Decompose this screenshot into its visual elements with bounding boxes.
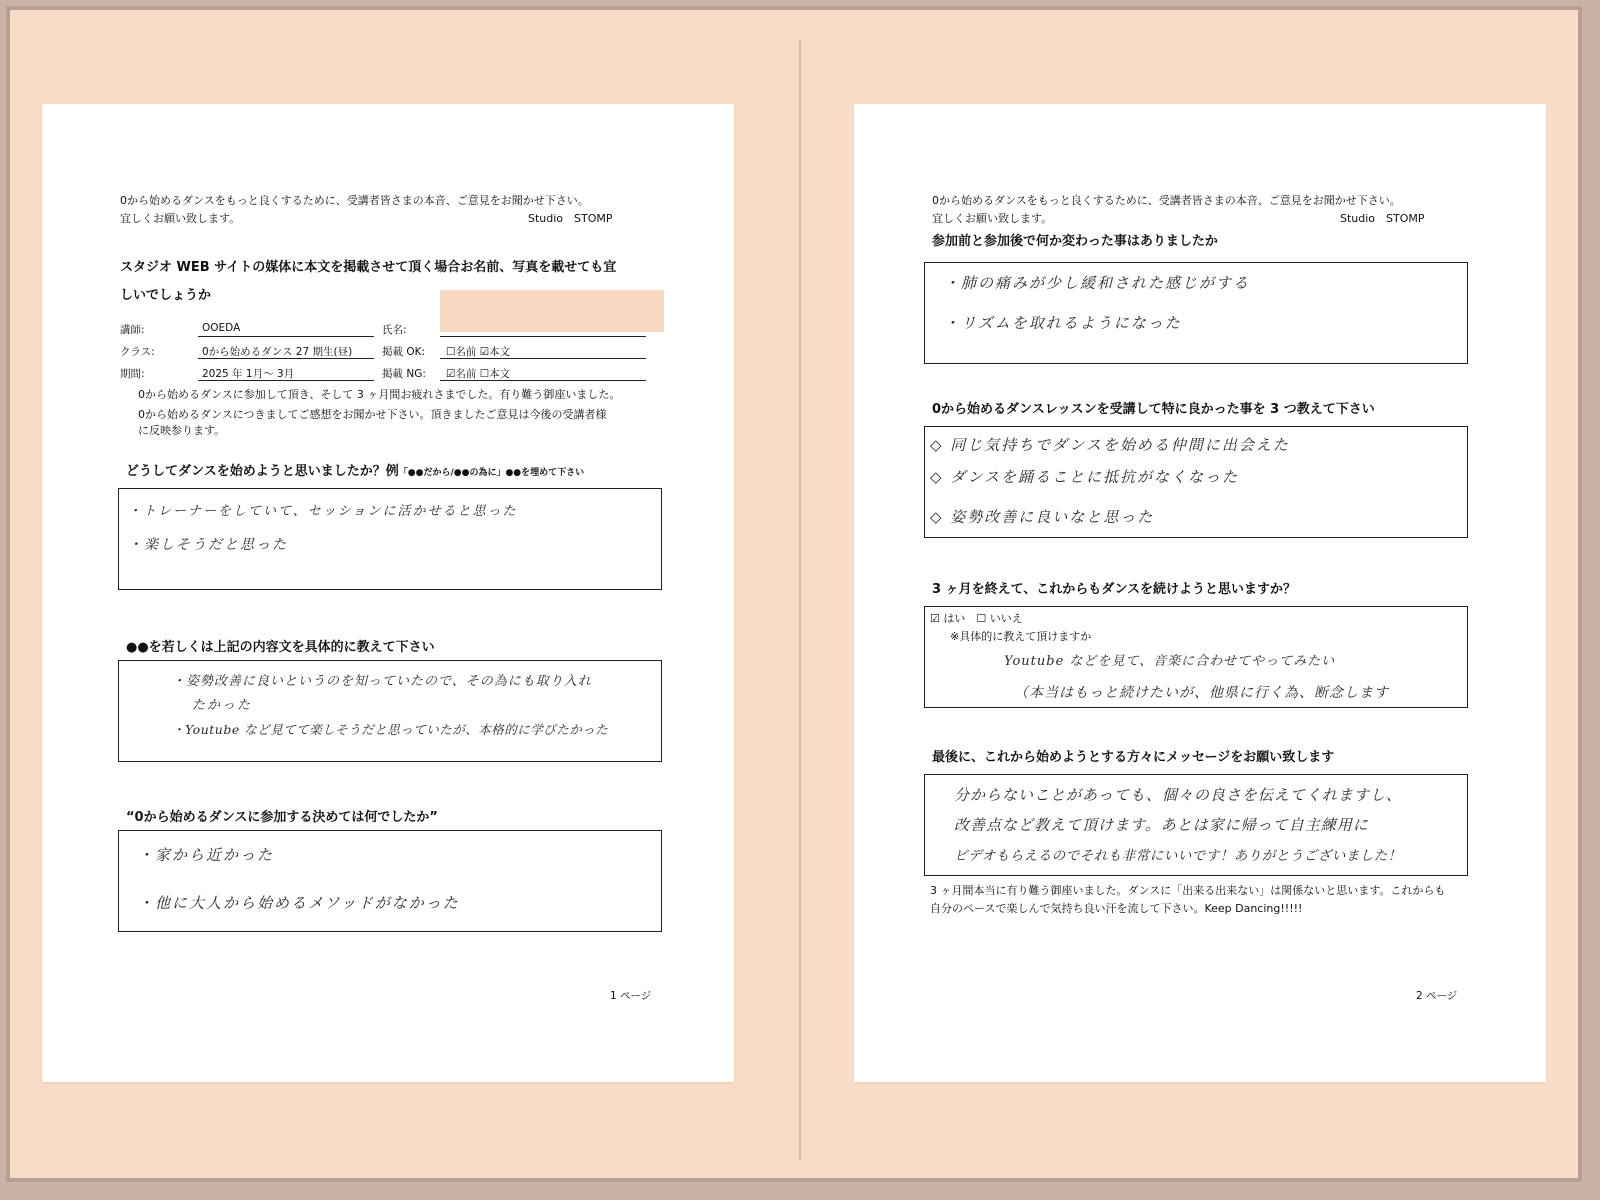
answer-2-line-1: ◇ 同じ気持ちでダンスを始める仲間に出会えた (930, 436, 1290, 454)
question-4-title: 最後に、これから始めようとする方々にメッセージをお願い致します (932, 750, 1335, 765)
class-label: クラス: (120, 346, 155, 358)
ok-label: 掲載 OK: (382, 346, 426, 358)
answer-2-line-3: ◇ 姿勢改善に良いなと思った (930, 508, 1155, 526)
answer-1-line-1: ・肺の痛みが少し緩和された感じがする (944, 274, 1251, 292)
question-2-title: 0から始めるダンスレッスンを受講して特に良かった事を 3 つ教えて下さい (932, 402, 1375, 417)
answer-2-line-1: ・姿勢改善に良いというのを知っていたので、その為にも取り入れ (172, 674, 592, 689)
answer-3-line-1: Youtube などを見て、音楽に合わせてやってみたい (1004, 654, 1336, 669)
answer-1-line-2: ・リズムを取れるようになった (944, 314, 1182, 332)
page-1 (42, 104, 734, 1082)
question-1-example: 「●●だから/●●の為に」●●を埋めて下さい (398, 468, 585, 478)
question-1-title: 参加前と参加後で何か変わった事はありましたか (932, 234, 1218, 249)
intro-line-1: 0から始めるダンスをもっと良くするために、受講者皆さまの本音、ご意見をお聞かせ下さい。 (932, 194, 1401, 207)
name-label: 氏名: (382, 324, 407, 336)
answer-3-line-2: ・他に大人から始めるメソッドがなかった (138, 894, 460, 912)
ng-underline (440, 380, 646, 381)
answer-2-line-2: たかった (192, 698, 253, 713)
closing-line-1: 3 ヶ月間本当に有り難う御座いました。ダンスに「出来る出来ない」は関係ないと思います。これからも (930, 884, 1446, 897)
answer-2-line-2: ◇ ダンスを踊ることに抵抗がなくなった (930, 468, 1240, 486)
page-number: 2 ページ (1416, 990, 1458, 1002)
intro-line-2: 宜しくお願い致します。 (120, 212, 241, 225)
question-3-title: 3 ヶ月を終えて、これからもダンスを続けようと思いますか？ (932, 582, 1297, 597)
question-3-title: “0から始めるダンスに参加する決めては何でしたか” (126, 810, 438, 825)
answer-1-line-1: ・トレーナーをしていて、セッションに活かせると思った (128, 504, 518, 519)
studio-name: Studio STOMP (528, 212, 613, 225)
class-value: 0から始めるダンス 27 期生(昼) (202, 346, 353, 358)
period-label: 期間: (120, 368, 145, 380)
answer-1-line-2: ・楽しそうだと思った (128, 537, 288, 553)
teacher-label: 講師: (120, 324, 145, 336)
thanks-line-2: 0から始めるダンスにつきましてご感想をお聞かせ下さい。頂きましたご意見は今後の受講者様 (138, 408, 607, 421)
teacher-value: OOEDA (202, 322, 241, 334)
answer-2-line-3: ・Youtube など見てて楽しそうだと思っていたが、本格的に学びたかった (172, 722, 609, 737)
answer-4-line-3: ビデオもらえるのでそれも非常にいいです！ありがとうございました！ (954, 848, 1402, 864)
ng-label: 掲載 NG: (382, 368, 426, 380)
thanks-line-3: に反映参ります。 (138, 424, 226, 437)
question-2-title: ●●を若しくは上記の内容文を具体的に教えて下さい (126, 640, 435, 655)
question-1-text: どうしてダンスを始めようと思いましたか？例 (126, 464, 399, 479)
answer-4-line-2: 改善点など教えて頂けます。あとは家に帰って自主練用に (954, 816, 1369, 834)
page-number: 1 ページ (610, 990, 652, 1002)
publish-question-line-1: スタジオ WEB サイトの媒体に本文を掲載させて頂く場合お名前、写真を載せても宜 (120, 260, 617, 275)
question-3-note: ※具体的に教えて頂けますか (950, 630, 1092, 643)
name-underline (440, 336, 646, 337)
redacted-name (440, 290, 664, 332)
continue-options: ☑ はい ☐ いいえ (930, 612, 1023, 625)
class-underline (198, 358, 374, 359)
question-1-title (126, 460, 584, 479)
intro-line-1: 0から始めるダンスをもっと良くするために、受講者皆さまの本音、ご意見をお聞かせ下さい。 (120, 194, 589, 207)
studio-name: Studio STOMP (1340, 212, 1425, 225)
ok-value: ☐名前 ☑本文 (446, 346, 511, 358)
closing-line-2: 自分のペースで楽しんで気持ち良い汗を流して下さい。Keep Dancing!!!!! (930, 902, 1303, 915)
publish-question-line-2: しいでしょうか (120, 288, 212, 303)
period-value: 2025 年 1月～ 3月 (202, 368, 295, 380)
page-2 (854, 104, 1546, 1082)
answer-3-line-1: ・家から近かった (138, 846, 275, 864)
intro-line-2: 宜しくお願い致します。 (932, 212, 1053, 225)
ng-value: ☑名前 ☐本文 (446, 368, 511, 380)
thanks-line-1: 0から始めるダンスに参加して頂き、そして 3 ヶ月間お疲れさまでした。有り難う御座いました。 (138, 388, 621, 401)
book-spine (799, 40, 801, 1160)
ok-underline (440, 358, 646, 359)
period-underline (198, 380, 374, 381)
teacher-underline (198, 336, 374, 337)
answer-3-line-2: （本当はもっと続けたいが、他県に行く為、断念します (1014, 685, 1389, 701)
answer-4-line-1: 分からないことがあっても、個々の良さを伝えてくれますし、 (954, 786, 1402, 804)
